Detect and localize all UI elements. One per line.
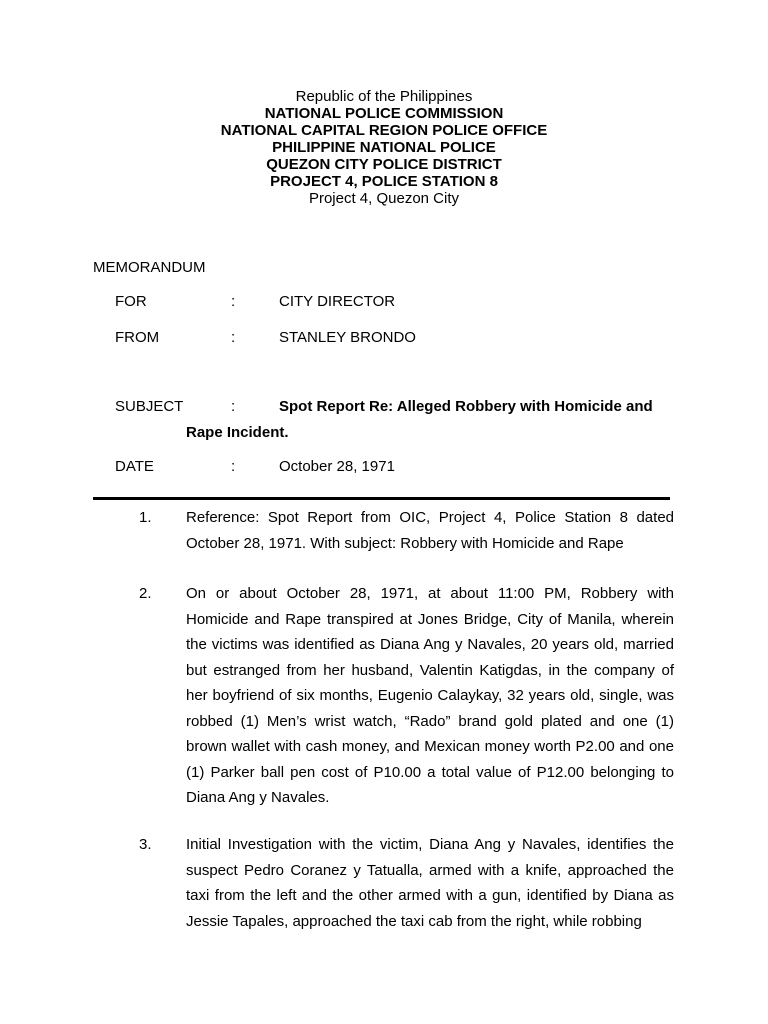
date-label: DATE bbox=[115, 458, 154, 475]
letterhead-ncrpo: NATIONAL CAPITAL REGION POLICE OFFICE bbox=[220, 122, 548, 139]
from-label: FROM bbox=[115, 329, 160, 346]
subject-line-2: Rape Incident. bbox=[186, 424, 289, 441]
paragraph-1-number: 1. bbox=[139, 509, 152, 526]
memo-title: MEMORANDUM bbox=[93, 259, 206, 276]
paragraph-1-text: Reference: Spot Report from OIC, Project 4, Police Station 8 dated October 28, 1971. With subject: Robbery with Homicide and Rape bbox=[186, 509, 674, 552]
header-divider bbox=[93, 497, 670, 500]
for-value: CITY DIRECTOR bbox=[279, 293, 396, 310]
for-label: FOR bbox=[115, 293, 147, 310]
subject-colon: : bbox=[231, 398, 236, 415]
from-colon: : bbox=[231, 329, 236, 346]
subject-line-1: Spot Report Re: Alleged Robbery with Homicide and bbox=[279, 398, 653, 415]
for-colon: : bbox=[231, 293, 236, 310]
letterhead-republic: Republic of the Philippines bbox=[295, 88, 473, 105]
letterhead-qcpd: QUEZON CITY POLICE DISTRICT bbox=[266, 156, 502, 173]
paragraph-2-number: 2. bbox=[139, 585, 152, 602]
paragraph-2-text: On or about October 28, 1971, at about 11:00 PM, Robbery with Homicide and Rape transpired at Jones Bridge, City of Manila, wherein the victims was identified as Diana Ang y Navales, 20 years old, married but estranged from her husband, Valentin Katigdas, in the company of her boyfriend of six months, Eugenio Calaykay, 32 years old, single, was robbed (1) Men’s wrist watch, “Rado” brand gold plated and one (1) brown wallet with cash money, and Mexican money worth P2.00 and one (1) Parker ball pen cost of P10.00 a total value of P12.00 belonging to Diana Ang y Navales. bbox=[186, 585, 674, 806]
from-value: STANLEY BRONDO bbox=[279, 329, 416, 346]
subject-label: SUBJECT bbox=[115, 398, 184, 415]
paragraph-3-text: Initial Investigation with the victim, Diana Ang y Navales, identifies the suspect Pedro Coranez y Tatualla, armed with a knife, approached the taxi from the left and the other armed with a gun, identified by Diana as Jessie Tapales, approached the taxi cab from the right, while robbing bbox=[186, 836, 674, 930]
letterhead-napolcom: NATIONAL POLICE COMMISSION bbox=[264, 105, 504, 122]
letterhead-station: PROJECT 4, POLICE STATION 8 bbox=[270, 173, 498, 190]
date-colon: : bbox=[231, 458, 236, 475]
letterhead bbox=[0, 88, 768, 207]
letterhead-pnp: PHILIPPINE NATIONAL POLICE bbox=[272, 139, 496, 156]
date-value: October 28, 1971 bbox=[279, 458, 395, 475]
letterhead-address: Project 4, Quezon City bbox=[308, 190, 460, 207]
paragraph-3-number: 3. bbox=[139, 836, 152, 853]
